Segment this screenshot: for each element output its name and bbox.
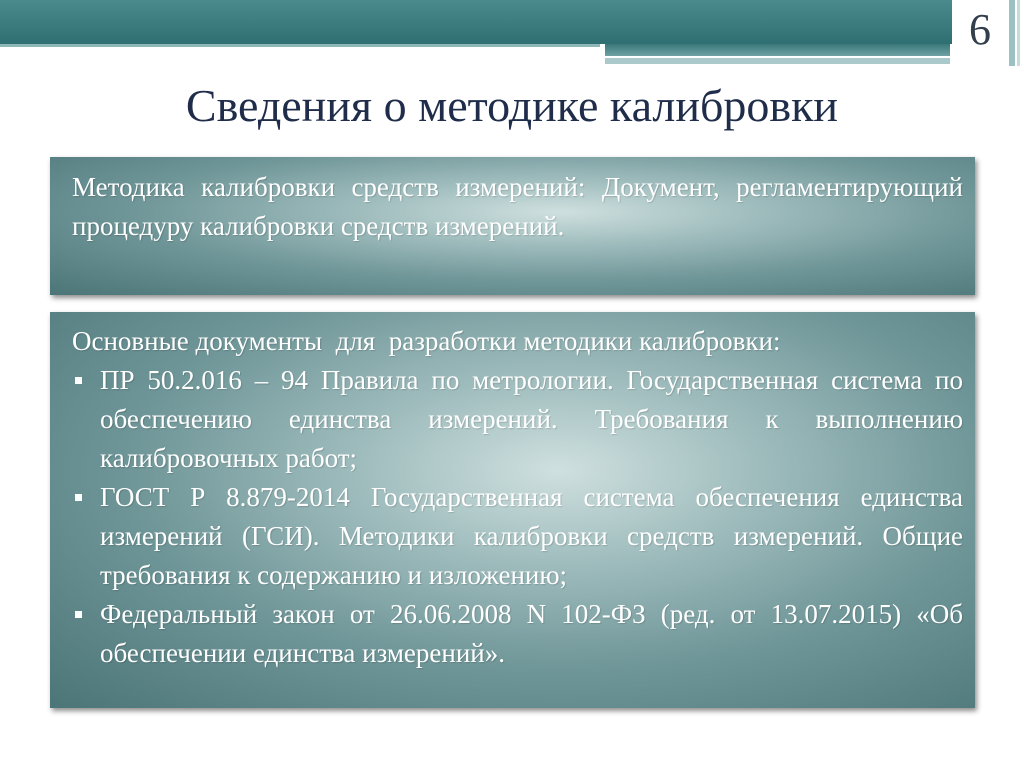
slide-number: 6 — [969, 5, 991, 54]
slide-title: Сведения о методике калибровки — [185, 80, 839, 131]
documents-list — [72, 361, 963, 673]
square-bullet-icon — [75, 377, 82, 384]
square-bullet-icon — [75, 494, 82, 501]
list-item — [72, 361, 963, 478]
slide-number-divider — [1009, 0, 1015, 66]
header-accent-line — [0, 44, 600, 47]
header-bar — [0, 0, 955, 44]
list-item — [72, 595, 963, 673]
document-item-text: ПР 50.2.016 – 94 Правила по метрологии. Государственная система по обеспечению единства измерений. Требования к выполнению калибровочных работ; — [100, 365, 963, 473]
list-item — [72, 478, 963, 595]
slide-number-divider-thin — [1017, 0, 1020, 66]
definition-box — [50, 157, 975, 295]
header-accent-band — [605, 44, 950, 56]
header-accent-stripe — [605, 58, 950, 64]
document-item-text: Федеральный закон от 26.06.2008 N 102-ФЗ (ред. от 13.07.2015) «Об обеспечении единства измерений». — [100, 599, 963, 668]
documents-heading: Основные документы для разработки методики калибровки: — [72, 326, 781, 356]
document-item-text: ГОСТ Р 8.879-2014 Государственная система обеспечения единства измерений (ГСИ). Методики калибровки средств измерений. Общие требования к содержанию и изложению; — [100, 482, 963, 590]
square-bullet-icon — [75, 611, 82, 618]
documents-box — [50, 312, 975, 708]
definition-text: Методика калибровки средств измерений: Документ, регламентирующий процедуру калибровки средств измерений. — [72, 172, 963, 241]
